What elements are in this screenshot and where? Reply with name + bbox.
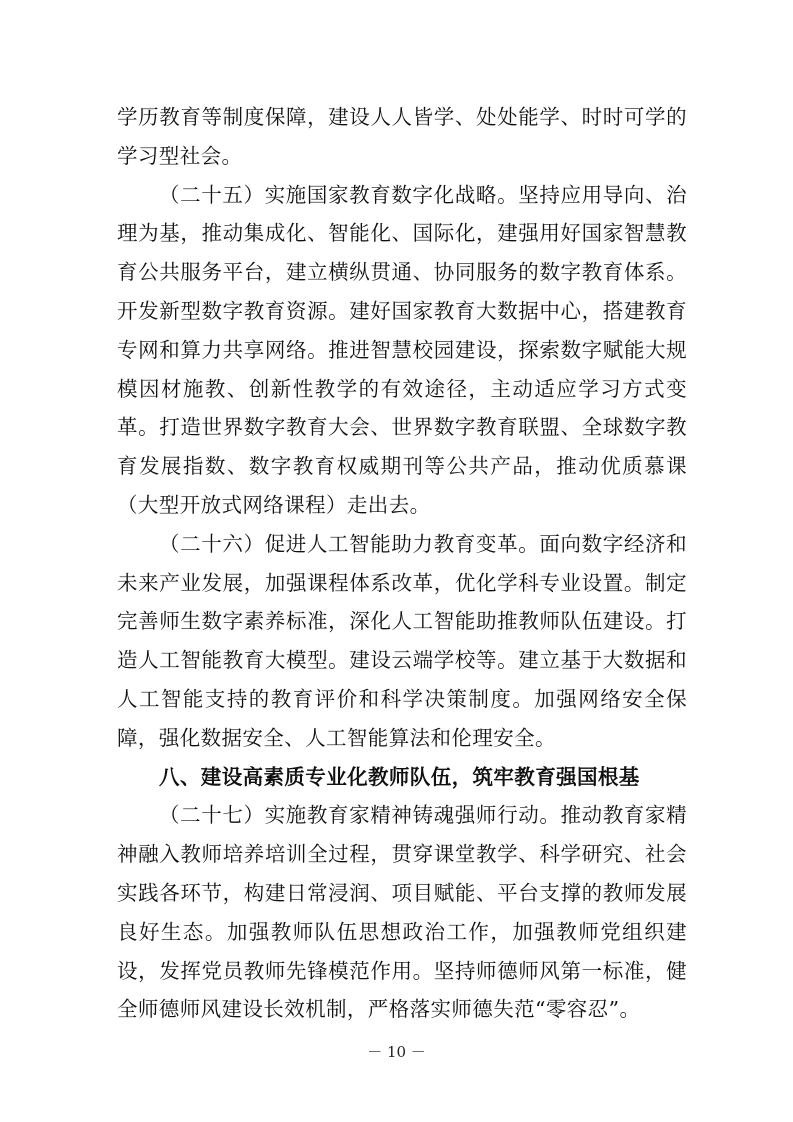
paragraph-item-25: （二十五）实施国家教育数字化战略。坚持应用导向、治理为基，推动集成化、智能化、国际化，建强用好国家智慧教育公共服务平台，建立横纵贯通、协同服务的数字教育体系。开发新型数字教育资源。建好国家教育大数据中心，搭建教育专网和算力共享网络。推进智慧校园建设，探索数字赋能大规模因材施教、创新性教学的有效途径，主动适应学习方式变革。打造世界数字教育大会、世界数字教育联盟、全球数字教育发展指数、数字教育权威期刊等公共产品，推动优质慕课（大型开放式网络课程）走出去。 (117, 182, 687, 517)
section-heading: 八、建设高素质专业化教师队伍，筑牢教育强国根基 (159, 764, 640, 789)
paragraph-item-26: （二十六）促进人工智能助力教育变革。面向数字经济和未来产业发展，加强课程体系改革，优化学科专业设置。制定完善师生数字素养标准，深化人工智能助推教师队伍建设。打造人工智能教育大模型。建设云端学校等。建立基于大数据和人工智能支持的教育评价和科学决策制度。加强网络安全保障，强化数据安全、人工智能算法和伦理安全。 (117, 531, 687, 750)
page-number: － 10 － (367, 1043, 426, 1061)
paragraph-item-27: （二十七）实施教育家精神铸魂强师行动。推动教育家精神融入教师培养培训全过程，贯穿课堂教学、科学研究、社会实践各环节，构建日常浸润、项目赋能、平台支撑的教师发展良好生态。加强教师队伍思想政治工作，加强教师党组织建设，发挥党员教师先锋模范作用。坚持师德师风第一标准，健全师德师风建设长效机制，严格落实师德失范“零容忍”。 (117, 803, 687, 1022)
document-body (117, 98, 687, 1029)
paragraph-continuation: 学历教育等制度保障，建设人人皆学、处处能学、时时可学的学习型社会。 (117, 105, 687, 168)
